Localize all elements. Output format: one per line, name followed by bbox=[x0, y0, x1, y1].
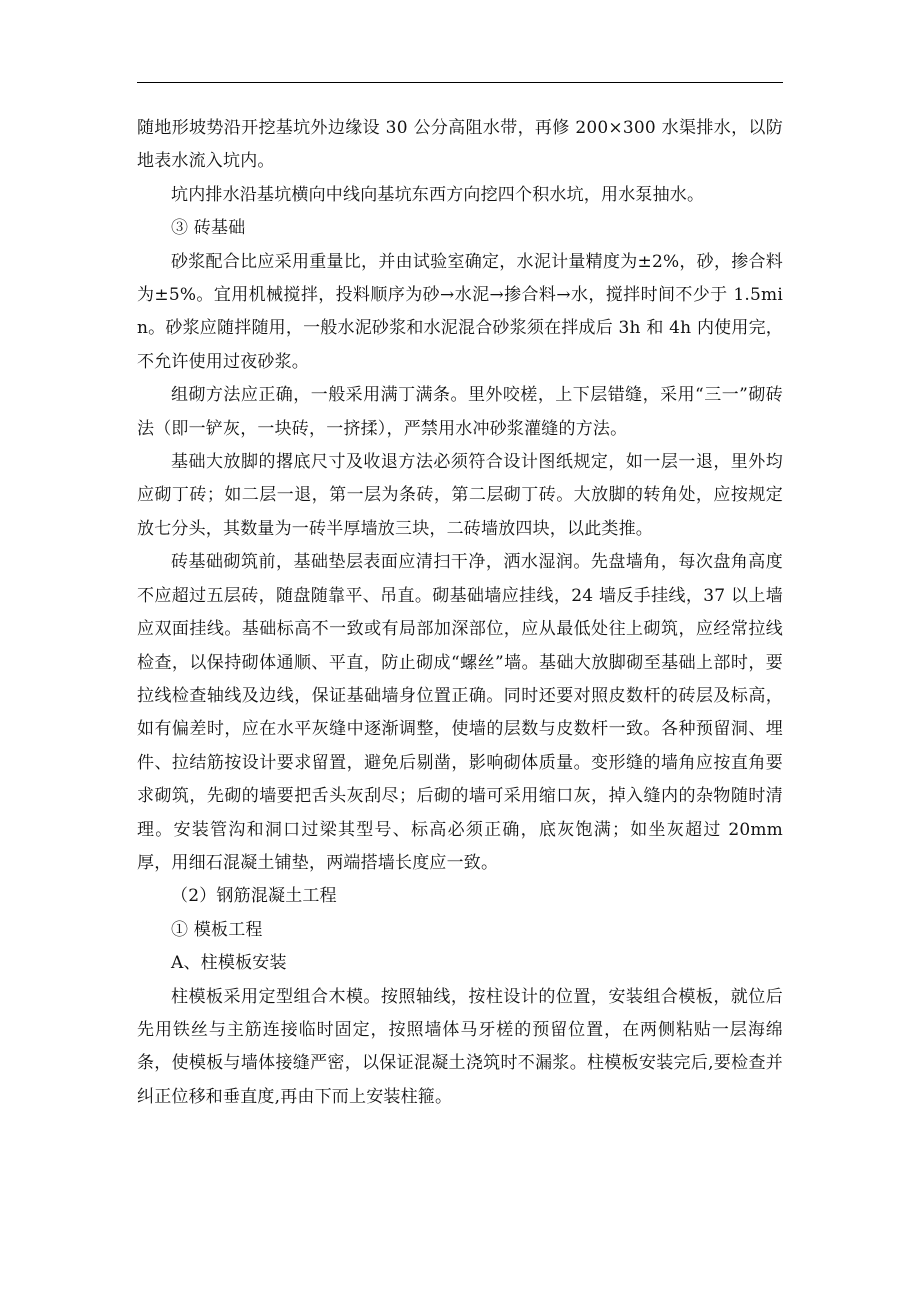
section-heading-formwork: ① 模板工程 bbox=[171, 919, 263, 940]
paragraph-footing-stepping: 基础大放脚的撂底尺寸及收退方法必须符合设计图纸规定，如一层一退，里外均应砌丁砖；如二层一退，第一层为条砖，第二层砌丁砖。大放脚的转角处，应按规定放七分头，其数量为一砖半厚墙放三块，二砖墙放四块，以此类推。 bbox=[137, 452, 783, 539]
paragraph-mortar-mix: 砂浆配合比应采用重量比，并由试验室确定，水泥计量精度为±2%，砂，掺合料为±5%。宜用机械搅拌，投料顺序为砂→水泥→掺合料→水，搅拌时间不少于 1.5min。砂浆应随拌随用，一般水泥砂浆和水泥混合砂浆须在拌成后 3h 和 4h 内使用完，不允许使用过夜砂浆。 bbox=[137, 251, 783, 372]
section-heading-reinforced-concrete: （2）钢筋混凝土工程 bbox=[171, 886, 337, 907]
paragraph-masonry-method: 组砌方法应正确，一般采用满丁满条。里外咬槎，上下层错缝，采用“三一”砌砖法（即一铲灰，一块砖，一挤揉），严禁用水冲砂浆灌缝的方法。 bbox=[137, 385, 783, 439]
paragraph-drainage-pit: 坑内排水沿基坑横向中线向基坑东西方向挖四个积水坑，用水泵抽水。 bbox=[171, 184, 705, 205]
header-rule bbox=[137, 82, 783, 83]
section-heading-brick-foundation: ③ 砖基础 bbox=[171, 218, 246, 239]
section-heading-column-formwork: A、柱模板安装 bbox=[171, 953, 287, 974]
paragraph-drainage-edge: 随地形坡势沿开挖基坑外边缘设 30 公分高阻水带，再修 200×300 水渠排水，以防地表水流入坑内。 bbox=[137, 118, 783, 172]
paragraph-foundation-laying: 砖基础砌筑前，基础垫层表面应清扫干净，洒水湿润。先盘墙角，每次盘角高度不应超过五层砖，随盘随靠平、吊直。砌基础墙应挂线，24 墙反手挂线，37 以上墙应双面挂线。基础标高不一致或有局部加深部位，应从最低处往上砌筑，应经常拉线检查，以保持砌体通顺、平直，防止砌成“螺丝”墙。基础大放脚砌至基础上部时，要拉线检查轴线及边线，保证基础墙身位置正确。同时还要对照皮数杆的砖层及标高，如有偏差时，应在水平灰缝中逐渐调整，使墙的层数与皮数杆一致。各种预留洞、埋件、拉结筋按设计要求留置，避免后剔凿，影响砌体质量。变形缝的墙角应按直角要求砌筑，先砌的墙要把舌头灰刮尽；后砌的墙可采用缩口灰，掉入缝内的杂物随时清理。安装管沟和洞口过梁其型号、标高必须正确，底灰饱满；如坐灰超过 20mm 厚，用细石混凝土铺垫，两端搭墙长度应一致。 bbox=[137, 552, 783, 873]
document-body bbox=[137, 112, 783, 1114]
paragraph-column-formwork: 柱模板采用定型组合木模。按照轴线，按柱设计的位置，安装组合模板，就位后先用铁丝与主筋连接临时固定，按照墙体马牙槎的预留位置，在两侧粘贴一层海绵条，使模板与墙体接缝严密，以保证混凝土浇筑时不漏浆。柱模板安装完后,要检查并纠正位移和垂直度,再由下而上安装柱箍。 bbox=[137, 986, 783, 1107]
